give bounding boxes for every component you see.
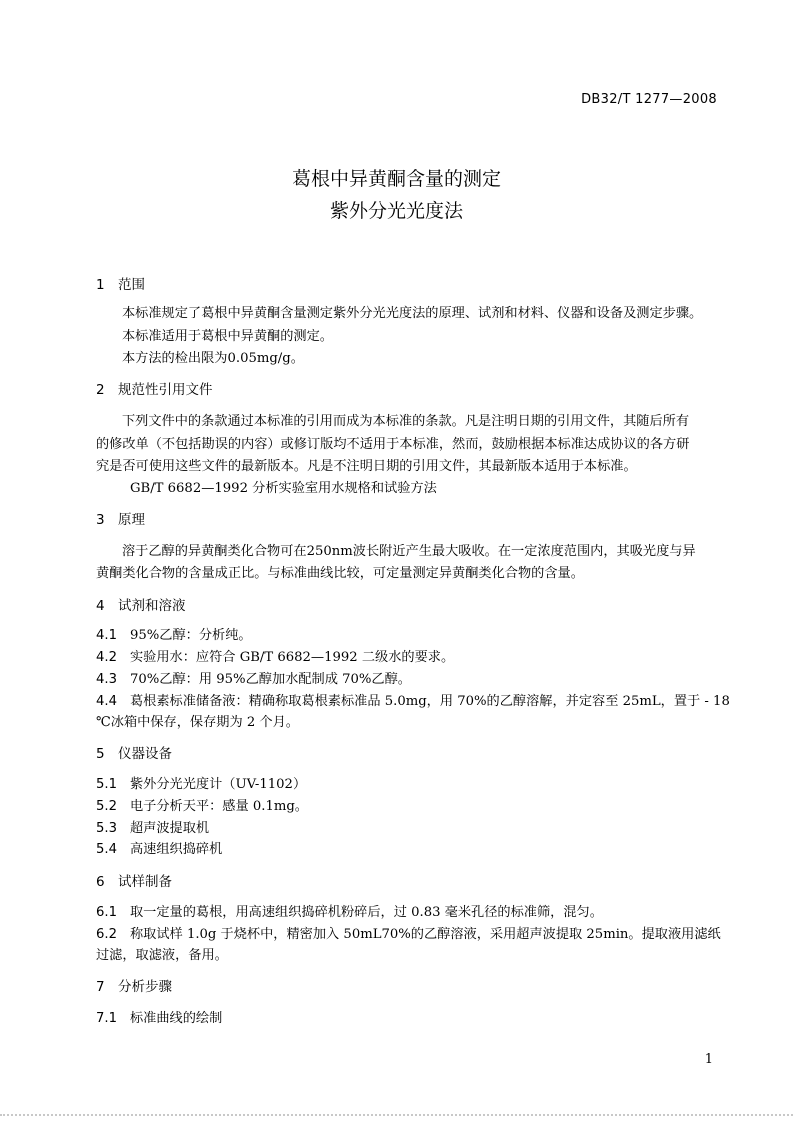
section-heading-5: 5 仪器设备 <box>96 746 172 762</box>
list-item: 5.1 紫外分光光度计（UV-1102） <box>96 777 307 792</box>
list-item-continuation: ℃冰箱中保存，保存期为 2 个月。 <box>96 715 299 730</box>
list-item: 4.1 95%乙醇：分析纯。 <box>96 628 252 643</box>
normative-reference: GB/T 6682—1992 分析实验室用水规格和试验方法 <box>130 481 437 496</box>
list-item: 5.4 高速组织捣碎机 <box>96 842 223 857</box>
paragraph: 下列文件中的条款通过本标准的引用而成为本标准的条款。凡是注明日期的引用文件，其随后所有 <box>122 414 690 429</box>
paragraph: 本标准规定了葛根中异黄酮含量测定紫外分光光度法的原理、试剂和材料、仪器和设备及测定步骤。 <box>122 306 703 321</box>
document-title: 葛根中异黄酮含量的测定 <box>291 168 501 190</box>
list-item-continuation: 过滤，取滤液，备用。 <box>96 948 228 963</box>
paragraph: 溶于乙醇的异黄酮类化合物可在250nm波长附近产生最大吸收。在一定浓度范围内，其吸光度与异 <box>122 544 696 559</box>
subsection-heading: 7.1 标准曲线的绘制 <box>96 1011 223 1026</box>
page-number: 1 <box>704 1052 713 1067</box>
list-item: 4.4 葛根素标准储备液：精确称取葛根素标准品 5.0mg，用 70%的乙醇溶解，并定容至 25mL，置于 - 18 <box>96 694 730 709</box>
paragraph: 本标准适用于葛根中异黄酮的测定。 <box>122 329 333 344</box>
document-subtitle: 紫外分光光度法 <box>329 200 463 222</box>
standard-code: DB32/T 1277—2008 <box>581 92 717 107</box>
list-item: 6.2 称取试样 1.0g 于烧杯中，精密加入 50mL70%的乙醇溶液，采用超声波提取 25min。提取液用滤纸 <box>96 927 721 942</box>
paragraph: 的修改单（不包括勘误的内容）或修订版均不适用于本标准，然而，鼓励根据本标准达成协议的各方研 <box>96 437 690 452</box>
section-heading-1: 1 范围 <box>96 277 145 293</box>
list-item: 4.2 实验用水：应符合 GB/T 6682—1992 二级水的要求。 <box>96 650 455 665</box>
list-item: 6.1 取一定量的葛根，用高速组织捣碎机粉碎后，过 0.83 毫米孔径的标准筛，混匀。 <box>96 905 603 920</box>
list-item: 5.3 超声波提取机 <box>96 821 210 836</box>
section-heading-2: 2 规范性引用文件 <box>96 382 213 398</box>
section-heading-7: 7 分析步骤 <box>96 979 172 995</box>
list-item: 5.2 电子分析天平：感量 0.1mg。 <box>96 799 308 814</box>
section-heading-6: 6 试样制备 <box>96 874 172 890</box>
paragraph: 本方法的检出限为0.05mg/g。 <box>122 351 304 366</box>
paragraph: 黄酮类化合物的含量成正比。与标准曲线比较，可定量测定异黄酮类化合物的含量。 <box>96 566 584 581</box>
list-item: 4.3 70%乙醇：用 95%乙醇加水配制成 70%乙醇。 <box>96 672 411 687</box>
section-heading-3: 3 原理 <box>96 512 145 528</box>
paragraph: 究是否可使用这些文件的最新版本。凡是不注明日期的引用文件，其最新版本适用于本标准。 <box>96 459 637 474</box>
section-heading-4: 4 试剂和溶液 <box>96 598 186 614</box>
scan-artifact-line <box>0 1114 793 1119</box>
